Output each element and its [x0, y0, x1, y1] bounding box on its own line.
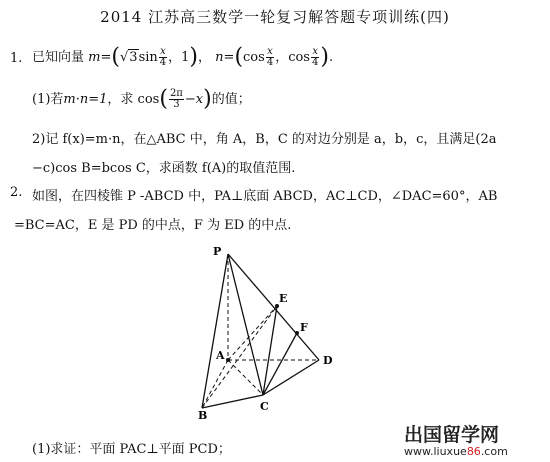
label-A: A: [216, 349, 225, 362]
q1-stem: 已知向量 m=(√3sin $\frac{x}{4}$ ，1)， n=(cos $\frac{x}{4}$ ，cos $\frac{x}{4}$ ).: [32, 44, 334, 70]
label-B: B: [198, 409, 208, 420]
cos-text: cos: [243, 50, 265, 65]
end-dot: .: [328, 50, 334, 65]
point-A: [226, 358, 230, 362]
q1-part1-suffix: 的值；: [211, 92, 251, 107]
paren-close-2: ): [320, 44, 329, 70]
q1-part1-prefix: (1)若: [32, 92, 64, 107]
q2-part1: (1)求证：平面 PAC⊥平面 PCD；: [32, 442, 231, 457]
q2-line2: =BC=AC，E 是 PD 的中点，F 为 ED 的中点.: [14, 218, 292, 233]
label-C: C: [260, 400, 269, 413]
cos2-text: cos: [288, 50, 310, 65]
q1-part2-line2: −c)cos B=bcos C，求函数 f(A)的取值范围.: [32, 161, 296, 176]
frac-x-4-c: $\frac{x}{4}$: [311, 46, 319, 68]
watermark-url-prefix: www.liuxue: [404, 445, 467, 458]
label-D: D: [323, 354, 333, 367]
label-E: E: [279, 292, 288, 305]
sin-text: sin: [138, 50, 158, 65]
q1-part2-line1: 2)记 f(x)=m·n，在△ABC 中，角 A，B，C 的对边分别是 a，b，c，且满足(2a: [32, 132, 497, 147]
point-F: [295, 331, 299, 335]
label-F: F: [300, 321, 308, 334]
sqrt-3: 3: [129, 50, 138, 65]
sqrt-symbol: √: [119, 50, 129, 65]
watermark-url-suffix: .com: [480, 445, 508, 458]
watermark-url: [404, 445, 508, 458]
vector-m: m: [88, 50, 101, 65]
q1-stem-prefix: 已知向量: [32, 50, 85, 65]
q1-part1-mid: ，求 cos: [107, 92, 160, 107]
paren-open-2: (: [234, 44, 244, 70]
eq-sign-2: =: [223, 50, 235, 65]
pyramid-figure: [190, 240, 340, 420]
document-title: 2014 江苏高三数学一轮复习解答题专项训练(四): [100, 8, 450, 26]
paren-open: (: [111, 44, 120, 70]
q2-number: 2.: [10, 185, 23, 200]
frac-x-4-b: $\frac{x}{4}$: [266, 46, 274, 68]
watermark-cn: 出国留学网: [404, 424, 500, 446]
frac-x-4: $\frac{x}{4}$: [159, 46, 167, 68]
q1-number: 1.: [10, 51, 23, 66]
edge-CD: [263, 360, 319, 395]
frac-2pi-3: $\frac{2\pi}{3}$: [169, 88, 183, 110]
minus-x: −x: [184, 92, 204, 107]
label-P: P: [213, 245, 222, 258]
q2-line1: 如图，在四棱锥 P -ABCD 中，PA⊥底面 ABCD，AC⊥CD，∠DAC=60°，AB: [32, 189, 498, 204]
watermark-url-num: 86: [466, 445, 481, 458]
eq-sign: =: [100, 50, 112, 65]
q1-part1: (1)若m·n=1，求 cos( $\frac{2\pi}{3}$ −x)的值；: [32, 86, 251, 112]
paren-close: ): [189, 44, 199, 70]
vector-n: n: [215, 50, 224, 65]
comma-1: ，1: [168, 50, 190, 65]
q1-part1-cond: m·n=1: [63, 92, 108, 107]
edge-BC: [202, 395, 263, 408]
